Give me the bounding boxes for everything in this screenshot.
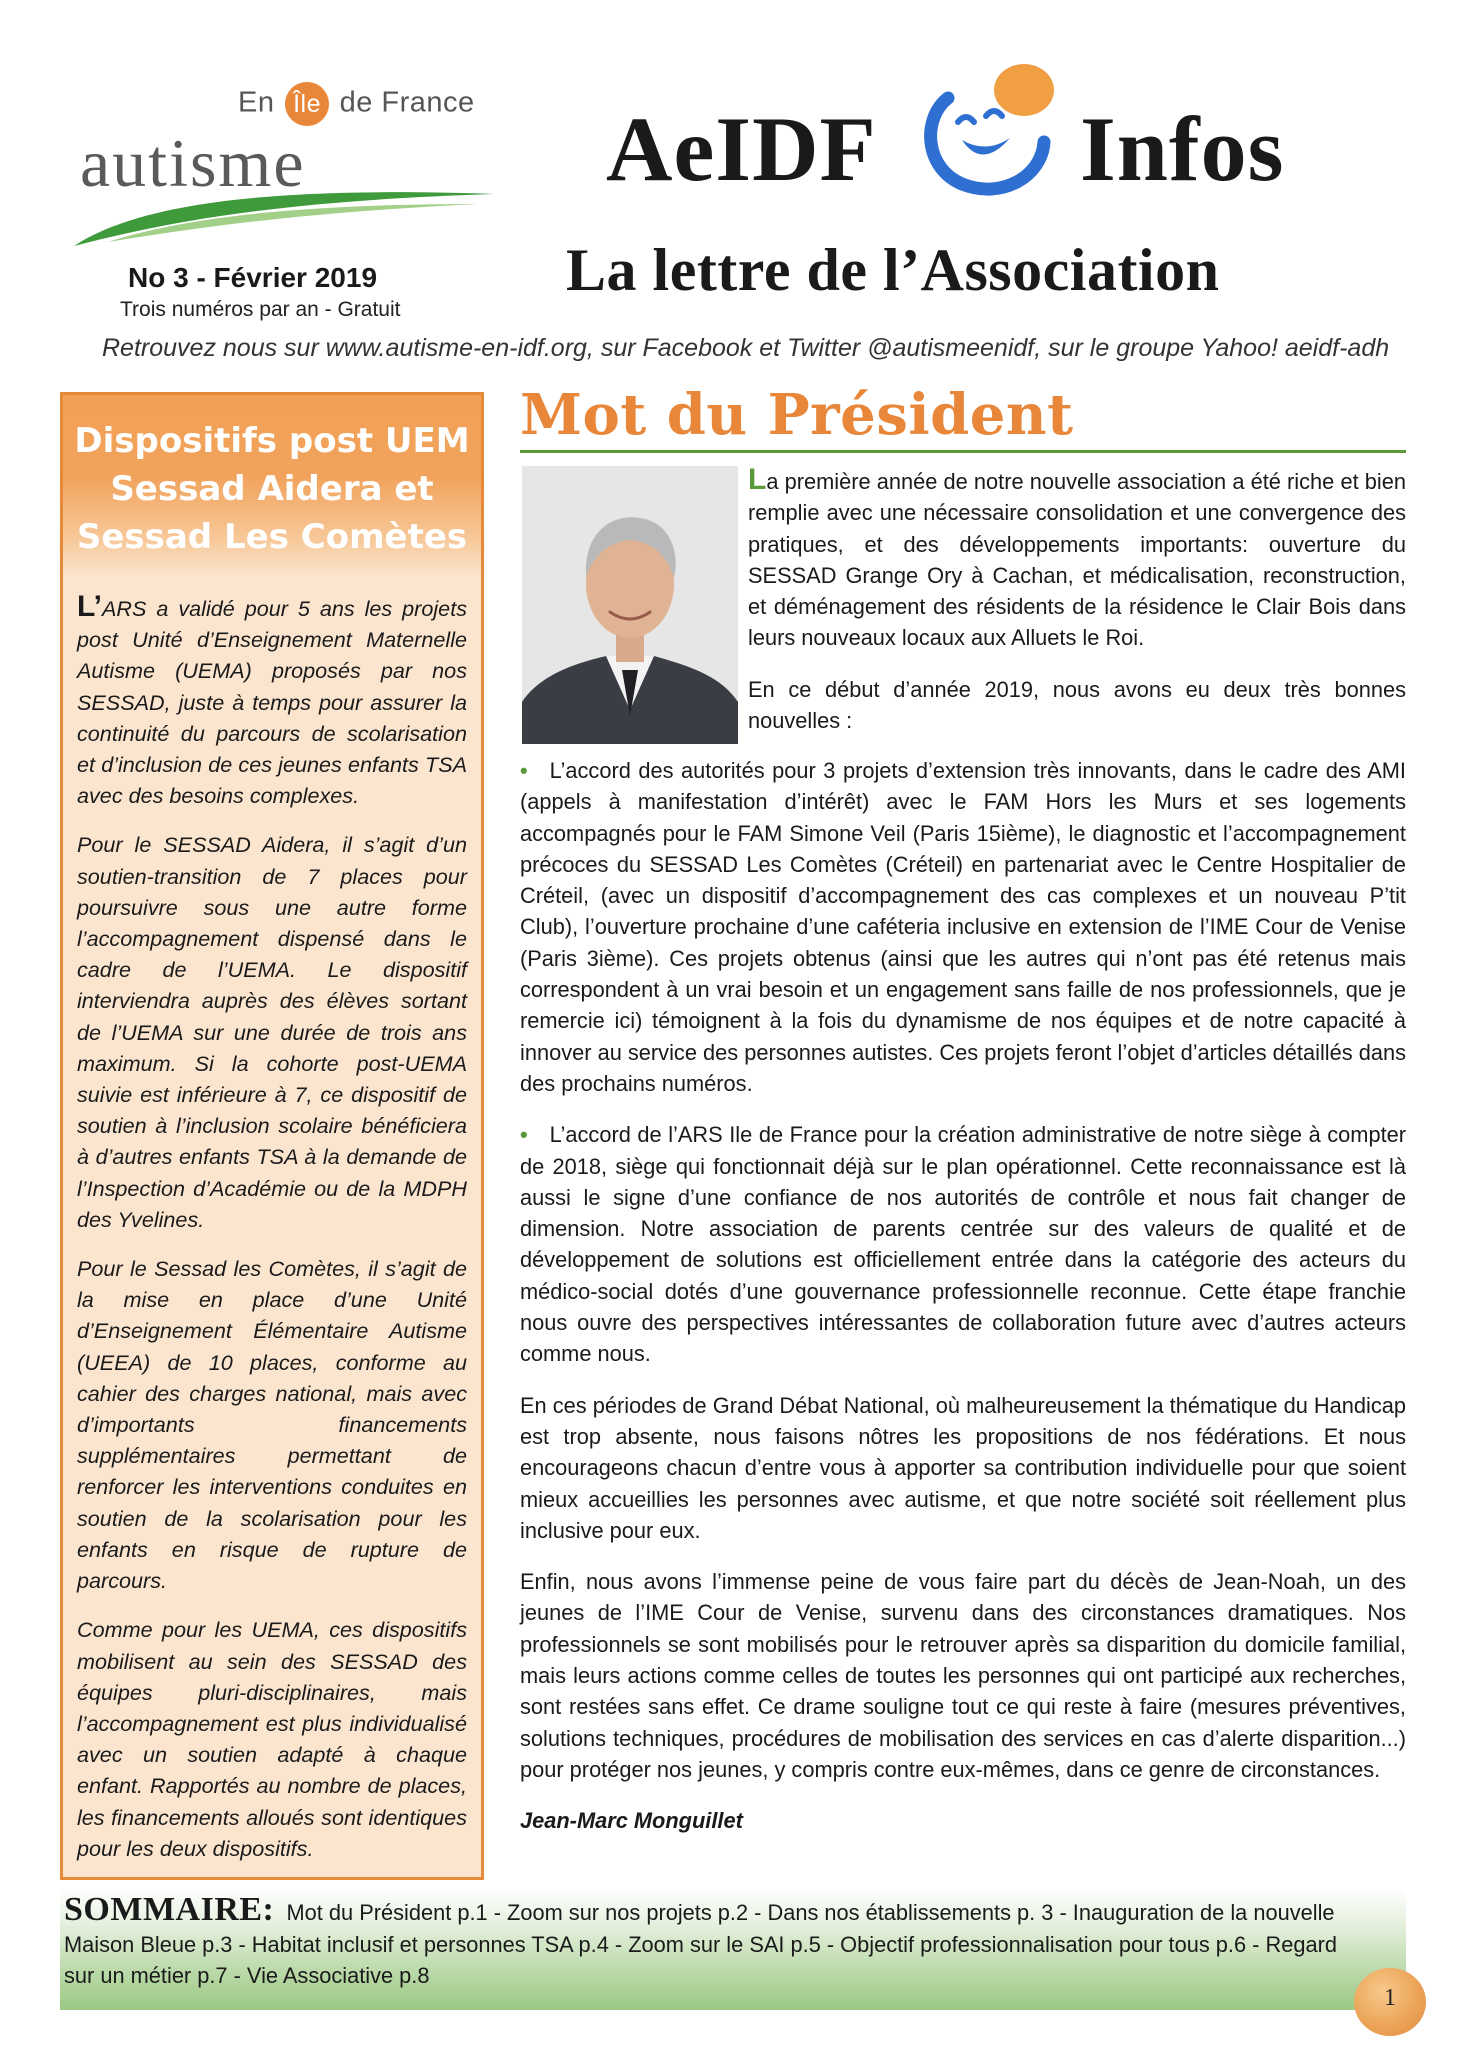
bullet-text: L’accord de l’ARS Ile de France pour la création administrative de notre siège à compter de 2018, siège qui fonctionnait déjà sur le plan opérationnel. Cette reconnaissance est là aussi le signe d’une confiance de nos autorités de contrôle et nous fait changer de dimension. Notre association de parents centrée sur des valeurs de qualité et de développement de solutions est officiellement entrée dans la catégorie des acteurs du médico-social dotés d’une gouvernance professionnelle reconnue. Cette étape franchie nous ouvre des perspectives intéressantes de collaboration future avec d’autres acteurs comme nous. (520, 1122, 1406, 1367)
bullet-icon: • (520, 758, 528, 783)
intro-paragraph (748, 464, 1406, 654)
article-paragraph: Enfin, nous avons l’immense peine de vous faire part du décès de Jean-Noah, un des jeunes de l’IME Cour de Venise, survenu dans des circonstances dramatiques. Nos professionnels se sont mobilisés pour le retrouver après sa disparition du domicile familial, mais leurs actions comme celles de toutes les personnes qui ont participé aux recherches, sont restées sans effet. Ce drame souligne tout ce qui reste à faire (mesures préventives, solutions techniques, procédures de mobilisation des services en cas d’alerte disparition...) pour protéger nos jeunes, y compris contre eux-mêmes, dans ce genre de circonstances. (520, 1569, 1406, 1782)
sidebar-paragraph: Pour le SESSAD Aidera, il s’agit d’un soutien-transition de 7 places pour poursuivre sous une autre forme l’accompagnement dispensé dans le cadre de l’UEMA. Le dispositif interviendra auprès des élèves sortant de l’UEMA sur une durée de trois ans maximum. Si la cohorte post-UEMA suivie est inférieure à 7, ce dispositif de soutien à l’inclusion scolaire bénéficiera à d’autres enfants TSA à la demande de l’Inspection d’Académie ou de la MDPH des Yvelines. (77, 832, 467, 1232)
page-number-badge (1354, 1968, 1426, 2036)
logo-de-france: de France (339, 86, 475, 119)
bullet-paragraph (520, 1119, 1406, 1369)
sommaire-text (64, 1891, 1348, 1992)
sidebar-body (77, 591, 467, 1882)
sidebar-paragraph: Comme pour les UEMA, ces dispositifs mobilisent au sein des SESSAD des équipes pluri-disciplinaires, mais l’accompagnement est plus individualisé avec un soutien adapté à chaque enfant. Rapportés au nombre de places, les financements alloués sont identiques pour les deux dispositifs. (77, 1617, 467, 1861)
bullet-icon: • (520, 1122, 528, 1148)
sidebar-header (63, 395, 481, 577)
sommaire-contents: Mot du Président p.1 - Zoom sur nos projets p.2 - Dans nos établissements p. 3 - Inauguration de la nouvelle Maison Bleue p.3 - Habitat inclusif et personnes TSA p.4 - Zoom sur le SAI p.5 - Objectif professionnalisation pour tous p.6 - Regard sur un métier p.7 - Vie Associative p.8 (64, 1900, 1337, 1988)
sidebar-title-line: Sessad Aidera et (110, 469, 434, 509)
sidebar-paragraph-text: ARS a validé pour 5 ans les projets post Unité d’Enseignement Maternelle Autisme (UEMA) proposés par nos SESSAD, juste à temps pour assurer la continuité du parcours de scolarisation et d’inclusion de ces jeunes enfants TSA avec des besoins complexes. (77, 596, 467, 809)
sidebar-paragraph: Pour le Sessad les Comètes, il s’agit de la mise en place d’une Unité d’Enseignement Élémentaire Autisme (UEEA) de 10 places, conforme au cahier des charges national, mais avec d’importants financements supplémentaires permettant de renforcer les interventions conduites en soutien de la scolarisation pour les enfants en risque de rupture de parcours. (77, 1256, 467, 1594)
masthead-subtitle: La lettre de l’Association (566, 237, 1220, 303)
issue-number: No 3 - Février 2019 (128, 262, 378, 293)
sidebar-box (60, 392, 484, 1880)
sidebar-paragraph (77, 591, 467, 811)
green-swoosh-icon (68, 182, 498, 252)
article-body (520, 755, 1406, 1837)
intro-text (748, 464, 1406, 756)
bullet-paragraph (520, 755, 1406, 1099)
article-title: Mot du Président (520, 382, 1074, 448)
intro-paragraph: En ce début d’année 2019, nous avons eu deux très bonnes nouvelles : (748, 676, 1406, 734)
masthead-aeidf: AeIDF (606, 98, 877, 200)
intro-paragraph-text: a première année de notre nouvelle association a été riche et bien remplie avec une nécessaire consolidation et une convergence des pratiques, et des développements importants: ouverture du SESSAD Grange Ory à Cachan, et médicalisation, reconstruction, et déménagement des résidents de la résidence le Clair Bois dans leurs nouveaux locaux aux Alluets le Roi. (748, 469, 1406, 651)
logo-ile-badge: Île (285, 82, 329, 126)
bullet-text: L’accord des autorités pour 3 projets d’extension très innovants, dans le cadre des AMI (appels à manifestation d’intérêt) avec le FAM Hors les Murs et ses logements accompagnés pour le FAM Simone Veil (Paris 15ième), le diagnostic et l’accompagnement précoces du SESSAD Les Comètes (Créteil) en partenariat avec le Centre Hospitalier de Créteil, (avec un dispositif d’accompagnement des cas complexes et un nouveau P’tit Club), l’ouverture prochaine d’une caféteria inclusive en extension de l’IME Cour de Venise (Paris 3ième). Ces projets obtenus (ainsi que les autres qui n’ont pas été retenus mais correspondent à un vrai besoin et un engagement sans faille de nos professionnels, que je remercie ici) témoignent à la fois du dynamisme de nos équipes et de notre capacité à innover au service des personnes autistes. Ces projets feront l’objet d’articles détaillés dans des prochains numéros. (520, 758, 1406, 1096)
page-number: 1 (1384, 1985, 1396, 2011)
issue-frequency: Trois numéros par an - Gratuit (120, 298, 401, 321)
president-portrait-icon (522, 466, 738, 744)
contact-links-line: Retrouvez nous sur www.autisme-en-idf.org, sur Facebook et Twitter @autismeenidf, sur le groupe Yahoo! aeidf-adh (102, 334, 1390, 362)
logo-region (238, 82, 475, 126)
article-paragraph: En ces périodes de Grand Débat National, où malheureusement la thématique du Handicap est trop absente, nous faisons nôtres les propositions de nos fédérations. Et nous encourageons chacun d’entre vous à apporter sa contribution individuelle pour que soient mieux accueillies les personnes avec autisme, et que notre société soit réellement plus inclusive pour eux. (520, 1392, 1406, 1543)
president-photo (522, 466, 738, 744)
masthead-infos: Infos (1080, 98, 1285, 200)
sidebar-title (69, 417, 475, 561)
signature: Jean-Marc Monguillet (520, 1808, 743, 1834)
sidebar-title-line: Sessad Les Comètes (76, 517, 468, 557)
sommaire-label: SOMMAIRE: (64, 1891, 275, 1928)
sidebar-title-line: Dispositifs post UEM (74, 421, 470, 461)
logo-en: En (238, 86, 275, 119)
sidebar-dropcap: L’ (77, 590, 103, 623)
smiley-logo-icon (918, 58, 1068, 198)
title-divider (520, 450, 1406, 453)
autisme-logo (58, 62, 498, 252)
article-dropcap: L (748, 463, 767, 496)
logo-word: autisme (80, 125, 306, 201)
sommaire-banner (60, 1888, 1406, 2010)
